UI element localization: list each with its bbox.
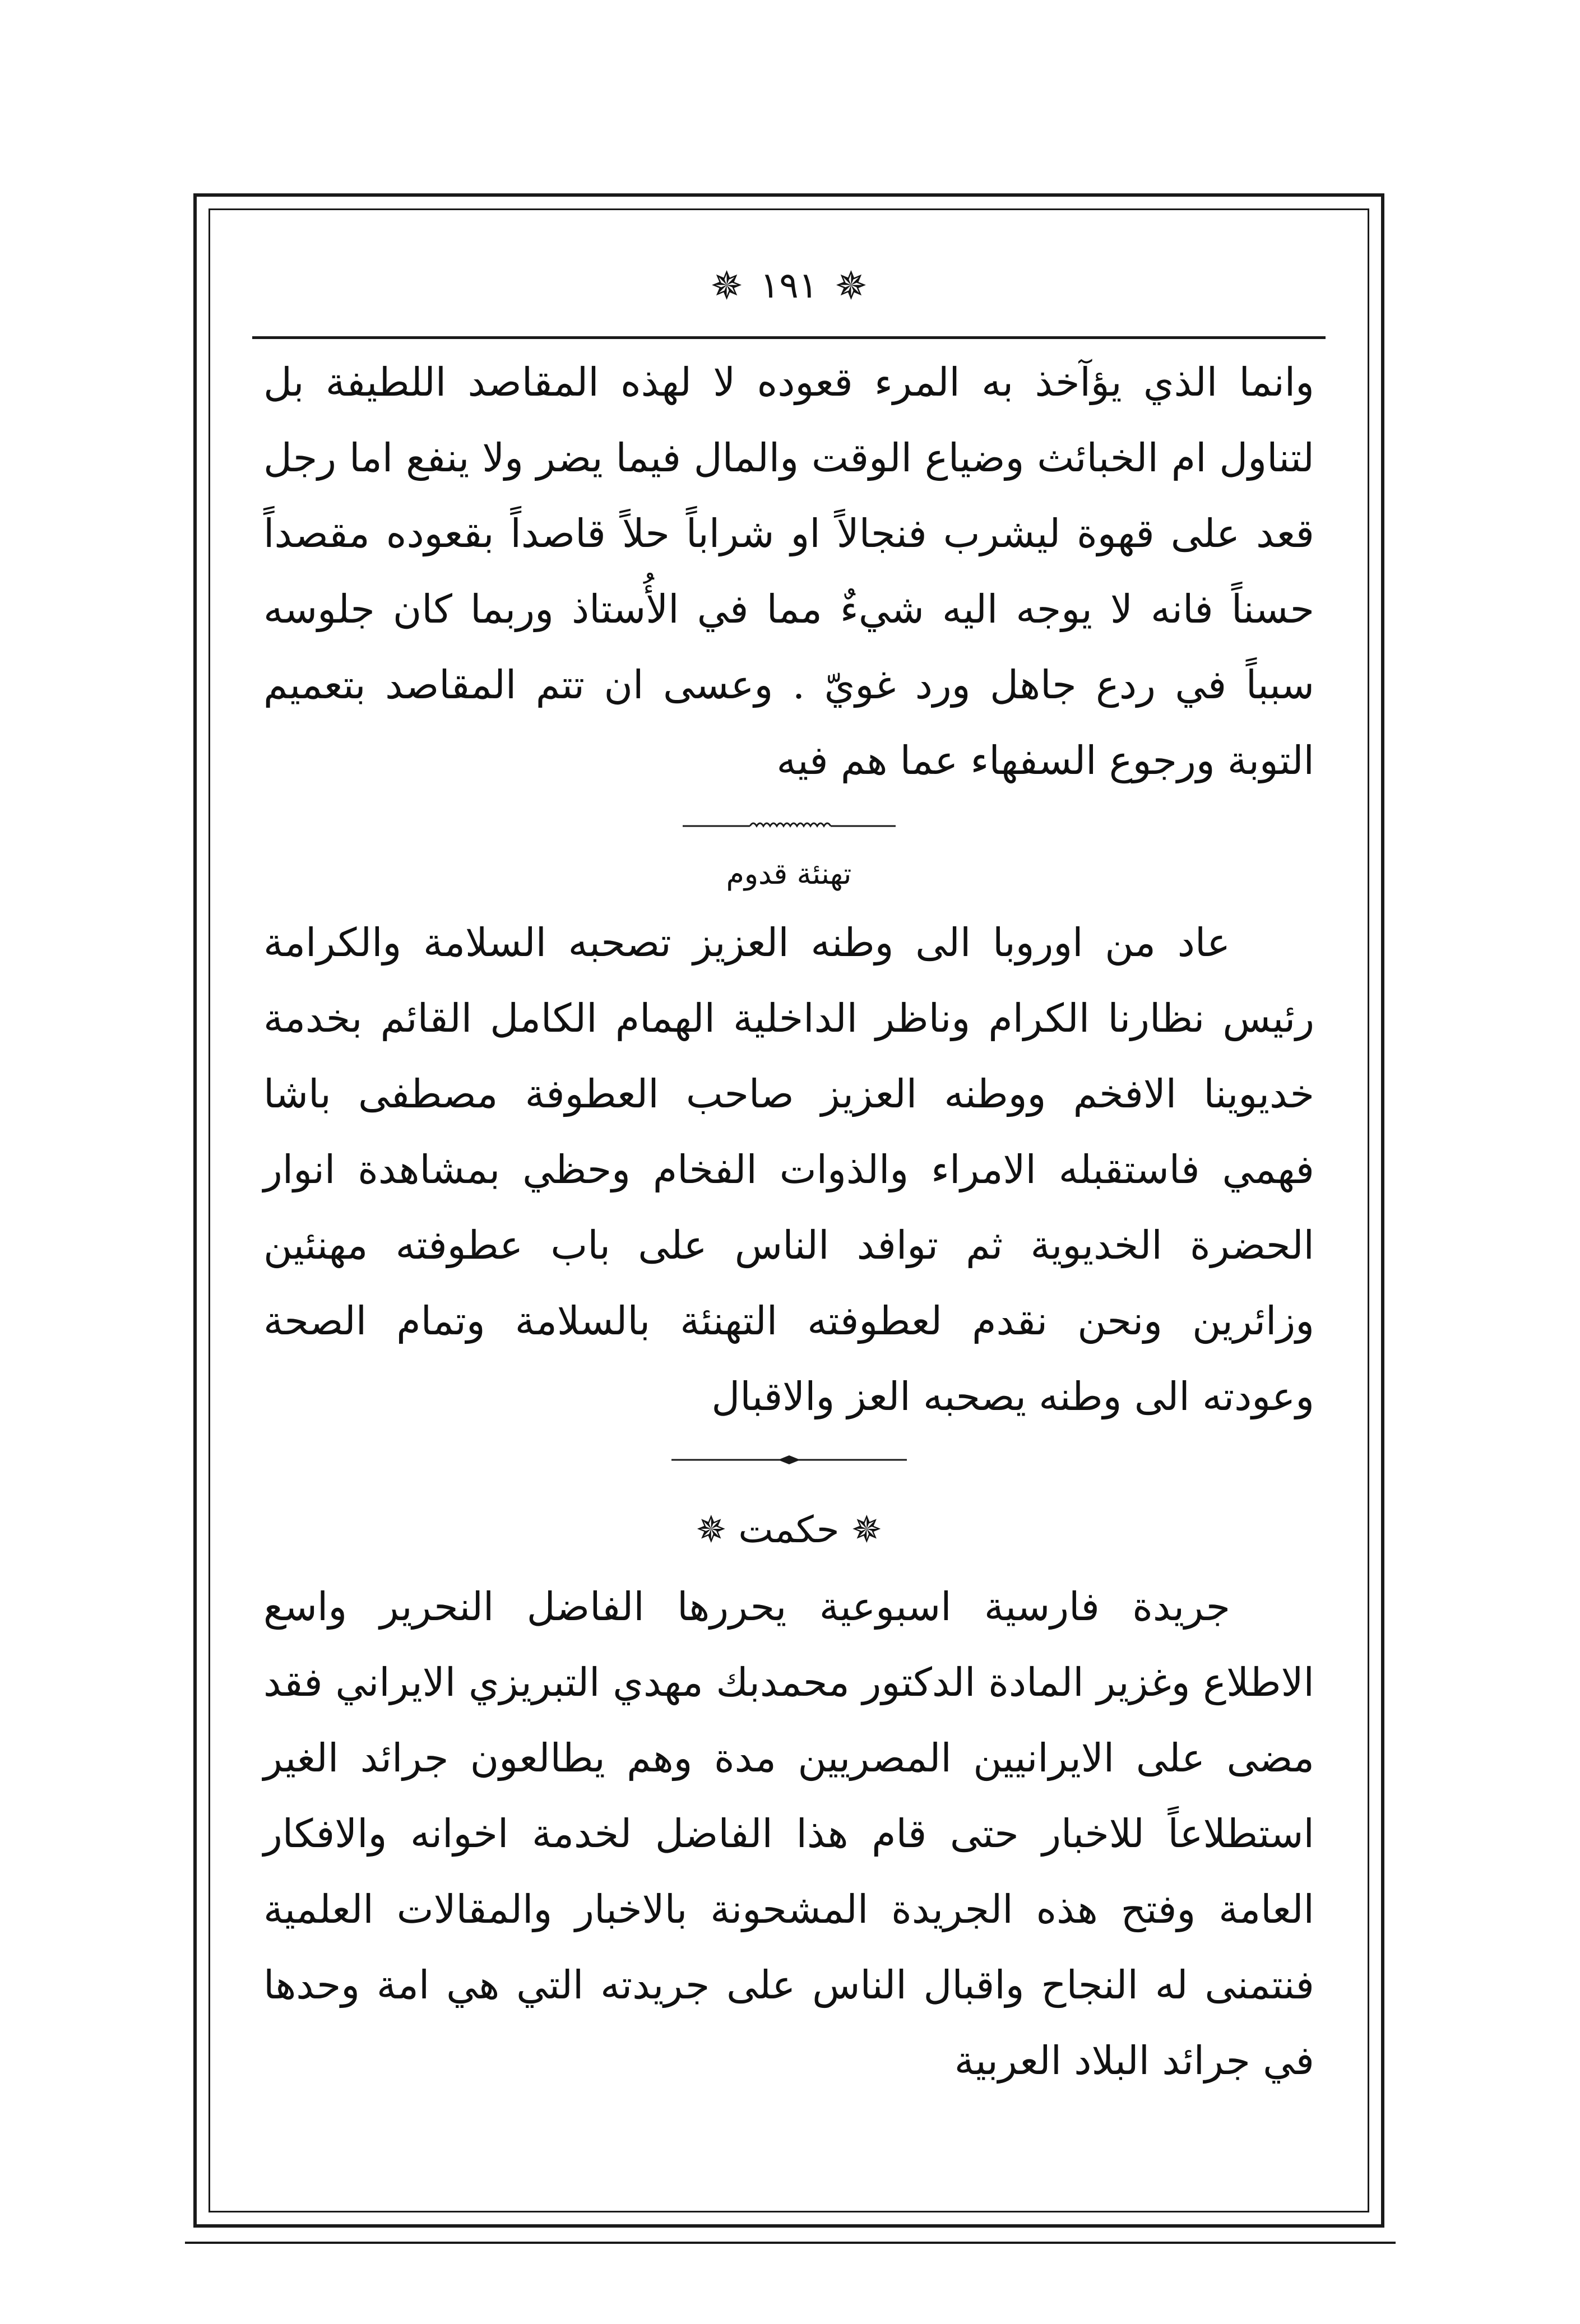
ornament-star-icon: ✵ [710, 263, 743, 309]
wave-separator-icon [683, 820, 896, 828]
diamond-separator [263, 1435, 1314, 1485]
paragraph-1: وانما الذي يؤآخذ به المرء قعوده لا لهذه المقاصد اللطيفة بل لتناول ام الخبائث وضياع الوقت والمال فيما يضر ولا ينفع اما رجل قعد على قهوة ليشرب فنجالاً او شراباً حلاً قاصداً بقعوده مقصداً حسناً فانه لا يوجه اليه شيءٌ مما في الأُستاذ وربما كان جلوسه سبباً في ردع جاهل ورد غويّ . وعسى ان تتم المقاصد بتعميم التوبة ورجوع السفهاء عما هم فيه [263, 359, 1314, 783]
ornament-star-icon: ✵ [835, 263, 868, 309]
header-rule [252, 336, 1326, 339]
section-title: تهنئة قدوم [726, 857, 852, 891]
page-header [263, 235, 1314, 336]
wave-separator [263, 799, 1314, 849]
section-heading: ✵ حكمت ✵ [696, 1508, 882, 1551]
diamond-separator-icon [671, 1453, 907, 1467]
page-content [263, 235, 1314, 2197]
paragraph-2: عاد من اوروبا الى وطنه العزيز تصحبه السلامة والكرامة رئيس نظارنا الكرام وناظر الداخلية الهمام الكامل القائم بخدمة خديوينا الافخم ووطنه العزيز صاحب العطوفة مصطفى باشا فهمي فاستقبله الامراء والذوات الفخام وحظي بمشاهدة انوار الحضرة الخديوية ثم توافد الناس على باب عطوفته مهنئين وزائرين ونحن نقدم لعطوفته التهنئة بالسلامة وتمام الصحة وعودته الى وطنه يصحبه العز والاقبال [263, 920, 1314, 1420]
bottom-rule [185, 2242, 1396, 2244]
page-number: ١٩١ [759, 265, 818, 307]
paragraph-3: جريدة فارسية اسبوعية يحررها الفاضل النحرير واسع الاطلاع وغزير المادة الدكتور محمدبك مهدي التبريزي الايراني فقد مضى على الايرانيين المصريين مدة وهم يطالعون جرائد الغير استطلاعاً للاخبار حتى قام هذا الفاضل لخدمة اخوانه والافكار العامة وفتح هذه الجريدة المشحونة بالاخبار والمقالات العلمية فنتمنى له النجاح واقبال الناس على جريدته التي هي امة وحدها في جرائد البلاد العربية [263, 1584, 1314, 2084]
